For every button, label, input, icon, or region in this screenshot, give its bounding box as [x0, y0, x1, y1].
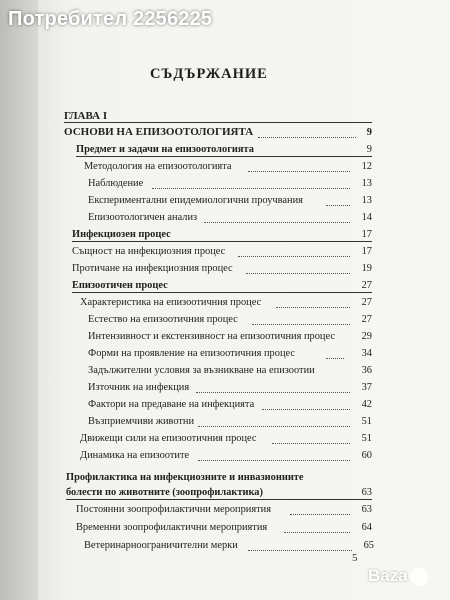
- toc-entry-page: 34: [361, 348, 372, 359]
- toc-entry: Експериментални епидемиологични проучвания: [88, 195, 303, 206]
- toc-entry: Епизоотологичен анализ: [88, 212, 198, 223]
- toc-entry: Естество на епизоотичния процес: [88, 314, 238, 325]
- toc-entry: Постоянни зоопрофилактични мероприятия: [76, 504, 272, 515]
- user-watermark: Потребител 2256225: [8, 8, 213, 30]
- toc-entry: Профилактика на инфекциозните и инвазионните: [66, 472, 304, 483]
- toc-entry-page: 27: [361, 297, 372, 308]
- toc-entry: Ветеринарноограничителни мерки: [84, 540, 238, 551]
- entry-underline: [72, 292, 372, 293]
- toc-entry-page: 64: [361, 522, 372, 533]
- entry-leader: [246, 273, 350, 274]
- toc-entry-page: 42: [361, 399, 372, 410]
- book-spine-shadow: [0, 0, 38, 600]
- entry-leader: [272, 443, 350, 444]
- toc-entry-page: 9: [366, 144, 372, 155]
- chapter-label: ГЛАВА I: [64, 110, 108, 122]
- chapter-page: 9: [366, 127, 372, 138]
- toc-entry: Характеристика на епизоотичния процес: [80, 297, 262, 308]
- toc-entry-page: 37: [361, 382, 372, 393]
- toc-entry: Динамика на епизоотите: [80, 450, 190, 461]
- toc-entry-page: 27: [361, 280, 372, 291]
- page-number: 5: [352, 552, 358, 564]
- toc-entry: Методология на епизоотологията: [84, 161, 232, 172]
- entry-leader: [290, 514, 350, 515]
- toc-entry: Същност на инфекциозния процес: [72, 246, 226, 257]
- entry-underline: [66, 499, 372, 500]
- toc-entry: Движещи сили на епизоотичния процес: [80, 433, 257, 444]
- toc-entry-page: 13: [361, 195, 372, 206]
- toc-entry-page: 63: [361, 504, 372, 515]
- toc-entry: Наблюдение: [88, 178, 144, 189]
- toc-entry: Възприемчиви животни: [88, 416, 195, 427]
- entry-leader: [198, 460, 350, 461]
- toc-entry-page: 19: [361, 263, 372, 274]
- toc-entry-page: 17: [361, 246, 372, 257]
- entry-leader: [198, 426, 350, 427]
- chapter-rule-top: [64, 122, 372, 123]
- toc-entry: Източник на инфекция: [88, 382, 190, 393]
- toc-entry-page: 13: [361, 178, 372, 189]
- toc-entry-page: 12: [361, 161, 372, 172]
- entry-underline: [76, 156, 372, 157]
- toc-entry-page: 17: [361, 229, 372, 240]
- entry-leader: [262, 409, 350, 410]
- toc-entry-page: 29: [361, 331, 372, 342]
- toc-entry: Предмет и задачи на епизоотологията: [76, 144, 254, 155]
- entry-leader: [248, 171, 350, 172]
- toc-entry-page: 14: [361, 212, 372, 223]
- toc-entry: Епизоотичен процес: [72, 280, 168, 291]
- toc-entry: Протичане на инфекциозния процес: [72, 263, 233, 274]
- entry-leader: [196, 392, 350, 393]
- toc-entry-page: 65: [363, 540, 374, 551]
- toc-entry: болести по животните (зоопрофилактика): [66, 487, 263, 498]
- toc-entry-page: 51: [361, 416, 372, 427]
- toc-entry: Форми на проявление на епизоотичния процес: [88, 348, 295, 359]
- toc-entry-page: 63: [361, 487, 372, 498]
- toc-entry: Временни зоопрофилактични мероприятия: [76, 522, 268, 533]
- entry-leader: [238, 256, 350, 257]
- logo-bubble-icon: [410, 568, 428, 586]
- toc-entry: Инфекциозен процес: [72, 229, 171, 240]
- logo-text: Baza: [368, 566, 408, 585]
- entry-leader: [152, 188, 350, 189]
- toc-entry: Фактори на предаване на инфекцията: [88, 399, 255, 410]
- toc-entry-page: 36: [361, 365, 372, 376]
- entry-leader: [248, 550, 352, 551]
- toc-entry-page: 27: [361, 314, 372, 325]
- toc-entry: Интензивност и екстензивност на епизоотичния процес: [88, 331, 335, 342]
- chapter-title: ОСНОВИ НА ЕПИЗООТОЛОГИЯТА: [64, 126, 254, 138]
- entry-leader: [284, 532, 350, 533]
- toc-entry-page: 51: [361, 433, 372, 444]
- toc-entry: Задължителни условия за възникване на епизоотии: [88, 365, 315, 376]
- entry-leader: [276, 307, 350, 308]
- entry-leader: [252, 324, 350, 325]
- site-logo: [368, 566, 428, 586]
- entry-underline: [72, 241, 372, 242]
- page-title: СЪДЪРЖАНИЕ: [150, 66, 268, 82]
- entry-leader: [204, 222, 350, 223]
- toc-entry-page: 60: [361, 450, 372, 461]
